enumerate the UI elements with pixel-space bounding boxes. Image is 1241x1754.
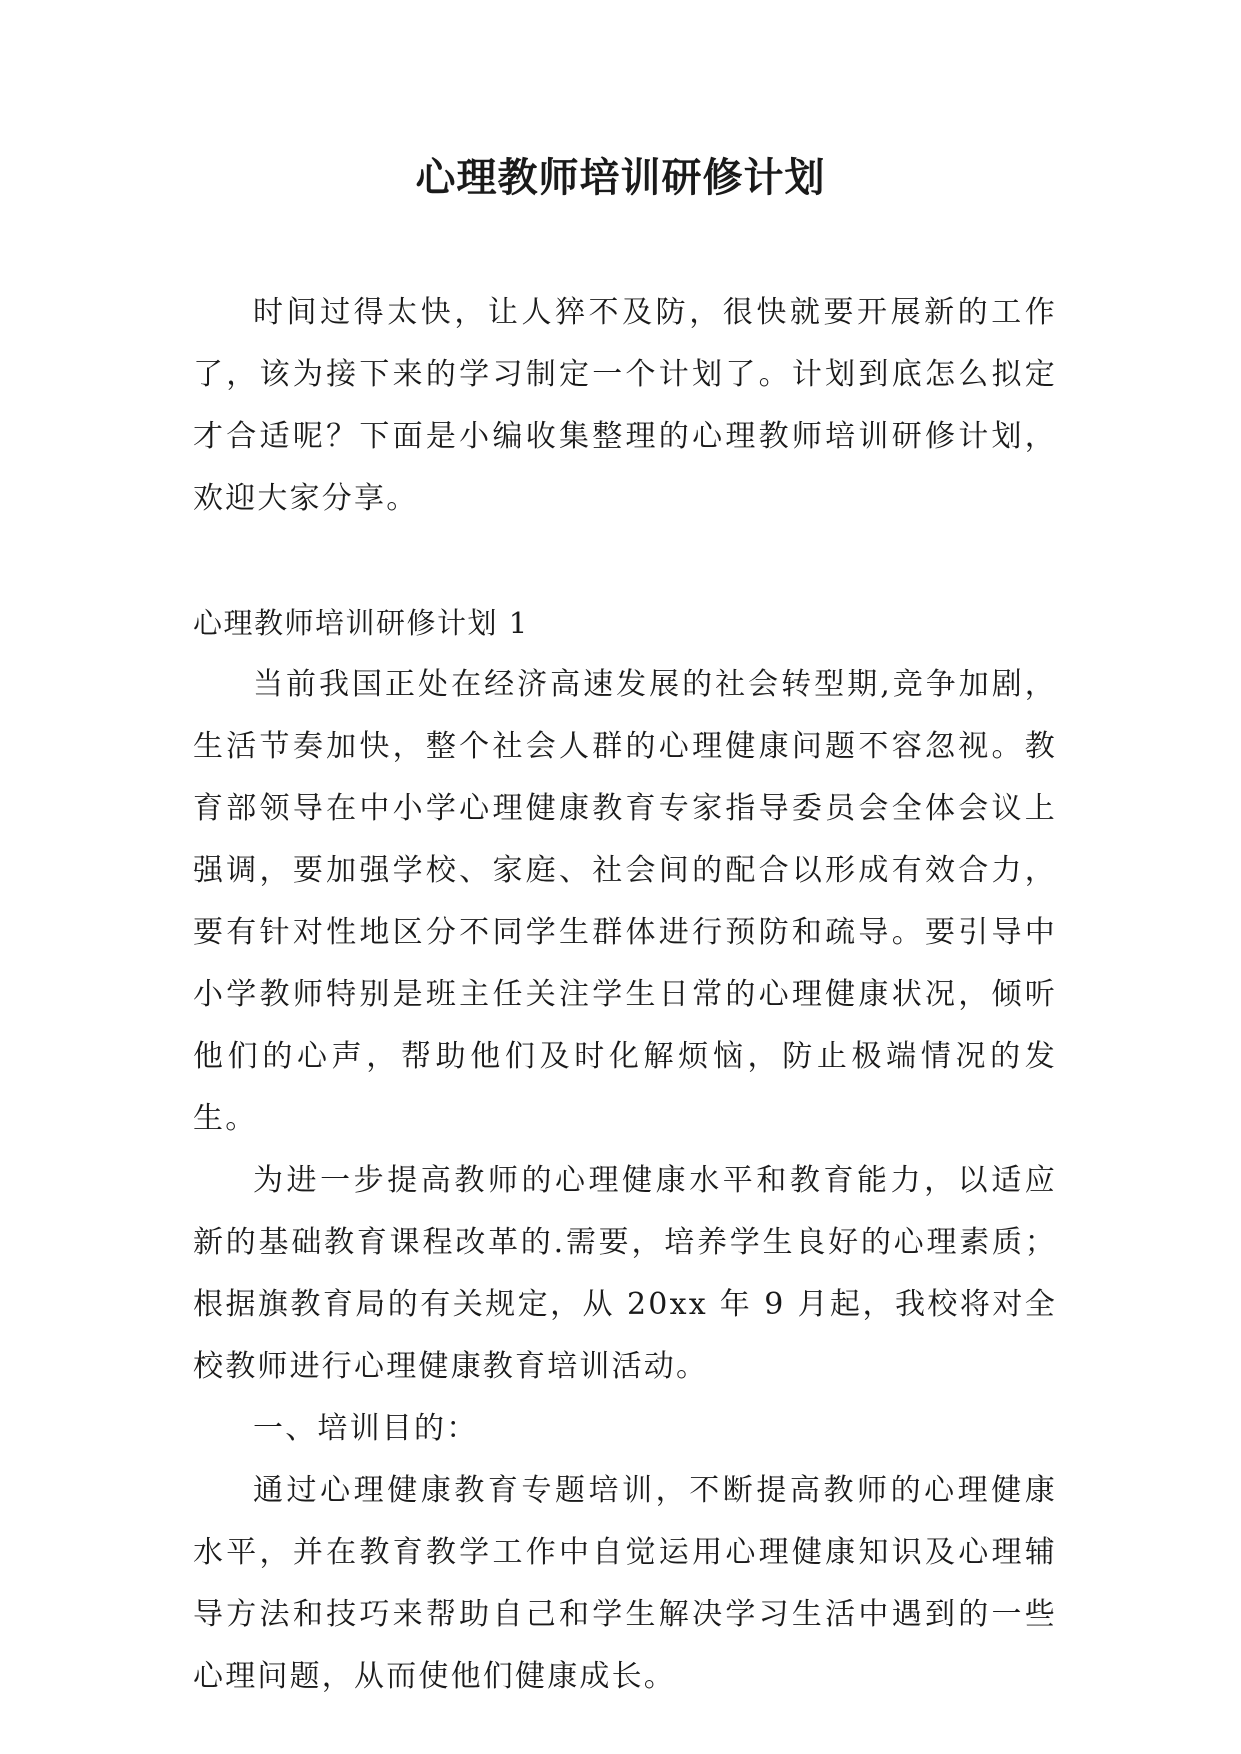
section-heading: 心理教师培训研修计划 1 <box>193 606 529 640</box>
body-paragraph-1: 当前我国正处在经济高速发展的社会转型期,竞争加剧，生活节奏加快，整个社会人群的心理健康问题不容忽视。教育部领导在中小学心理健康教育专家指导委员会全体会议上强调，要加强学校、家庭、社会间的配合以形成有效合力，要有针对性地区分不同学生群体进行预防和疏导。要引导中小学教师特别是班主任关注学生日常的心理健康状况，倾听他们的心声，帮助他们及时化解烦恼，防止极端情况的发生。 <box>193 667 1057 1136</box>
document-title: 心理教师培训研修计划 <box>415 155 826 201</box>
paragraph-gap <box>193 530 1057 592</box>
body-paragraph-2: 为进一步提高教师的心理健康水平和教育能力，以适应新的基础教育课程改革的.需要，培养学生良好的心理素质；根据旗教育局的有关规定，从 20xx 年 9 月起，我校将对全校教师进行心理健康教育培训活动。 <box>193 1163 1057 1384</box>
body-paragraph-3: 通过心理健康教育专题培训，不断提高教师的心理健康水平，并在教育教学工作中自觉运用心理健康知识及心理辅导方法和技巧来帮助自己和学生解决学习生活中遇到的一些心理问题，从而使他们健康成长。 <box>193 1473 1057 1694</box>
document-body <box>193 282 1057 1708</box>
subheading-training-purpose: 一、培训目的： <box>253 1411 479 1446</box>
intro-paragraph: 时间过得太快，让人猝不及防，很快就要开展新的工作了，该为接下来的学习制定一个计划了。计划到底怎么拟定才合适呢？下面是小编收集整理的心理教师培训研修计划，欢迎大家分享。 <box>193 295 1057 516</box>
